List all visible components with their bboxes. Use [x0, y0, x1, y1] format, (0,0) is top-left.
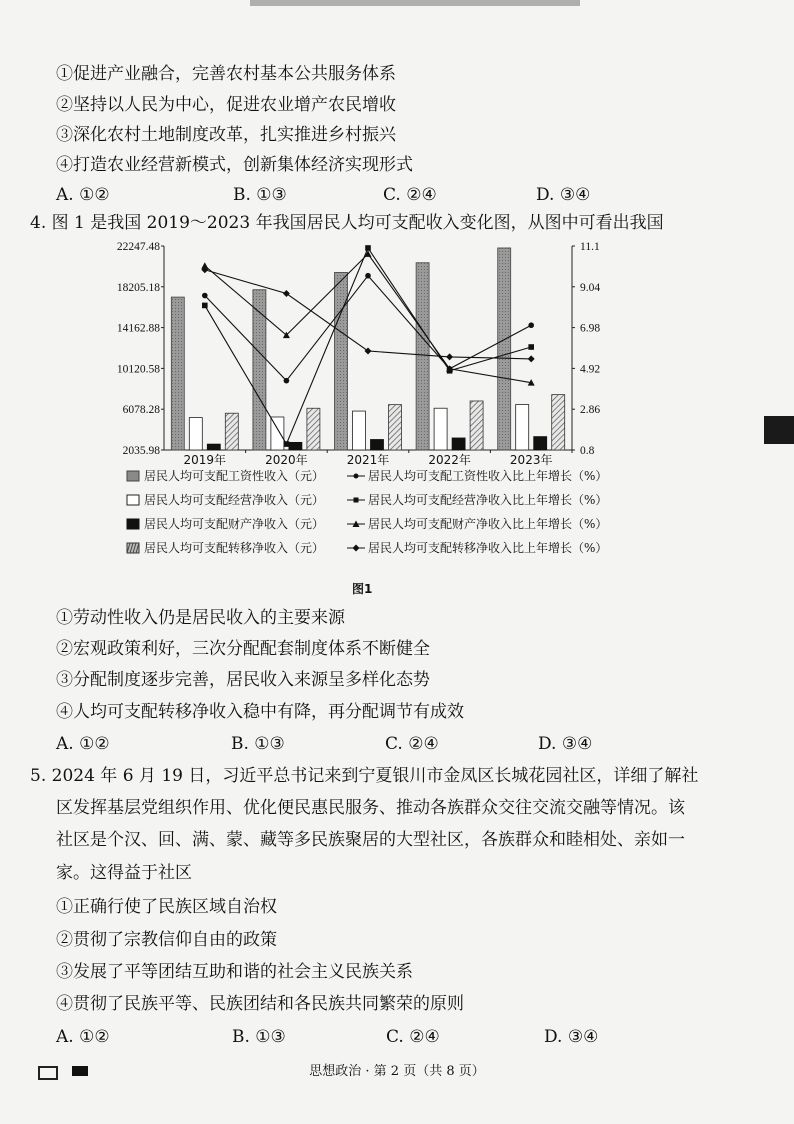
left-tick-label: 18205.18 — [116, 281, 160, 294]
q4-answer-c: C. ②④ — [385, 734, 439, 754]
q4-option-1: ①劳动性收入仍是居民收入的主要来源 — [56, 608, 345, 628]
bar-gray — [171, 297, 184, 450]
marker-dot — [284, 378, 290, 384]
bar-gray — [416, 263, 429, 450]
bar-black — [371, 440, 384, 450]
bar-gray — [498, 248, 511, 450]
q3-answer-b: B. ①③ — [233, 185, 287, 205]
q5-option-3: ③发展了平等团结互助和谐的社会主义民族关系 — [56, 962, 413, 982]
q3-answer-c: C. ②④ — [383, 185, 437, 205]
left-tick-label: 6078.28 — [122, 404, 160, 417]
legend-swatch-gray — [126, 470, 140, 482]
x-category-label: 2020年 — [265, 453, 308, 467]
income-chart — [100, 236, 620, 472]
legend-label: 居民人均可支配财产净收入比上年增长（%） — [368, 517, 608, 531]
q4-option-2: ②宏观政策利好，三次分配配套制度体系不断健全 — [56, 639, 430, 659]
x-category-label: 2021年 — [346, 453, 390, 467]
bar-gray — [253, 290, 266, 450]
marker-square — [365, 245, 371, 251]
marker-dot — [202, 293, 208, 299]
q5-stem-line-1: 5. 2024 年 6 月 19 日，习近平总书记来到宁夏银川市金凤区长城花园社区，详细了解社 — [30, 766, 699, 786]
bar-gray — [335, 272, 348, 450]
marker-square — [528, 344, 534, 350]
q3-option-3: ③深化农村土地制度改革，扎实推进乡村振兴 — [56, 125, 396, 145]
bar-white — [434, 408, 447, 450]
q4-stem: 4. 图 1 是我国 2019～2023 年我国居民人均可支配收入变化图，从图中可看出我国 — [30, 213, 664, 233]
left-tick-label: 10120.58 — [116, 363, 160, 376]
legend-label: 居民人均可支配工资性收入（元） — [144, 469, 325, 483]
legend-swatch-black — [126, 518, 140, 530]
scan-top-strip — [250, 0, 580, 6]
right-tick-label: 4.92 — [580, 363, 601, 376]
q5-stem-line-3: 社区是个汉、回、满、蒙、藏等多民族聚居的大型社区，各族群众和睦相处、亲如一 — [56, 830, 685, 850]
legend-label: 居民人均可支配工资性收入比上年增长（%） — [368, 469, 608, 483]
legend-label: 居民人均可支配转移净收入比上年增长（%） — [368, 541, 608, 555]
bar-black — [207, 444, 220, 450]
bar-white — [189, 418, 202, 450]
legend-bar-gray — [126, 467, 324, 484]
right-tick-label: 0.8 — [580, 445, 595, 457]
bar-hatch — [225, 413, 238, 450]
legend-label: 居民人均可支配财产净收入（元） — [144, 517, 325, 531]
legend-line-square — [346, 491, 607, 508]
q3-option-4: ④打造农业经营新模式，创新集体经济实现形式 — [56, 155, 413, 175]
bar-black — [452, 438, 465, 450]
marker-diamond — [446, 353, 453, 360]
q5-option-2: ②贯彻了宗教信仰自由的政策 — [56, 930, 277, 950]
left-tick-label: 2035.98 — [122, 445, 160, 457]
marker-square — [284, 441, 290, 447]
q3-option-1: ①促进产业融合，完善农村基本公共服务体系 — [56, 64, 396, 84]
bar-hatch — [307, 408, 320, 450]
legend-line-swatch-dot — [346, 470, 366, 482]
left-tick-label: 22247.48 — [116, 241, 160, 253]
right-tick-label: 2.86 — [580, 404, 601, 417]
q5-answer-a: A. ①② — [56, 1027, 110, 1047]
legend-label: 居民人均可支配经营净收入比上年增长（%） — [368, 493, 608, 507]
q3-answer-a: A. ①② — [56, 185, 110, 205]
scan-side-mark — [764, 416, 794, 444]
q5-answer-b: B. ①③ — [232, 1027, 286, 1047]
right-tick-label: 6.98 — [580, 322, 601, 335]
bar-hatch — [552, 395, 565, 450]
legend-bar-black — [126, 515, 324, 532]
marker-square — [202, 303, 208, 309]
bar-hatch — [389, 405, 402, 450]
q5-answer-d: D. ③④ — [544, 1027, 599, 1047]
q4-option-4: ④人均可支配转移净收入稳中有降，再分配调节有成效 — [56, 702, 464, 722]
legend-line-swatch-diamond — [346, 542, 366, 554]
bar-black — [289, 442, 302, 450]
legend-line-diamond — [346, 539, 607, 556]
bar-black — [534, 437, 547, 450]
q4-option-3: ③分配制度逐步完善，居民收入来源呈多样化态势 — [56, 670, 430, 690]
legend-line-swatch-triangle — [346, 518, 366, 530]
x-category-label: 2022年 — [428, 453, 471, 467]
page-footer: 思想政治 · 第 2 页（共 8 页） — [309, 1064, 485, 1079]
legend-bar-white — [126, 491, 324, 508]
q4-answer-a: A. ①② — [56, 734, 110, 754]
legend-line-dot — [346, 467, 607, 484]
left-tick-label: 14162.88 — [116, 322, 160, 335]
bar-hatch — [470, 401, 483, 450]
q5-option-4: ④贯彻了民族平等、民族团结和各民族共同繁荣的原则 — [56, 994, 464, 1014]
q5-answer-c: C. ②④ — [386, 1027, 440, 1047]
q5-stem-line-2: 区发挥基层党组织作用、优化便民惠民服务、推动各族群众交往交流交融等情况。该 — [56, 798, 685, 818]
legend-line-triangle — [346, 515, 607, 532]
legend-label: 居民人均可支配转移净收入（元） — [144, 541, 325, 555]
q3-option-2: ②坚持以人民为中心，促进农业增产农民增收 — [56, 95, 396, 115]
bar-white — [353, 411, 366, 450]
marker-dot — [528, 322, 534, 328]
legend-line-swatch-square — [346, 494, 366, 506]
q3-answer-d: D. ③④ — [536, 185, 591, 205]
bar-white — [516, 405, 529, 450]
marker-diamond — [365, 347, 372, 354]
legend-bar-hatch — [126, 539, 324, 556]
right-tick-label: 11.1 — [580, 241, 600, 253]
q5-stem-line-4: 家。这得益于社区 — [56, 863, 192, 883]
q4-answer-b: B. ①③ — [231, 734, 285, 754]
legend-label: 居民人均可支配经营净收入（元） — [144, 493, 325, 507]
figure-caption: 图1 — [352, 582, 373, 596]
right-tick-label: 9.04 — [580, 281, 601, 294]
legend-swatch-hatch — [126, 542, 140, 554]
marker-diamond — [283, 290, 290, 297]
marker-diamond — [528, 355, 535, 362]
legend-swatch-white — [126, 494, 140, 506]
q4-answer-d: D. ③④ — [538, 734, 593, 754]
x-category-label: 2019年 — [183, 453, 227, 467]
x-category-label: 2023年 — [509, 453, 553, 467]
marker-dot — [365, 273, 371, 279]
q5-option-1: ①正确行使了民族区域自治权 — [56, 897, 277, 917]
